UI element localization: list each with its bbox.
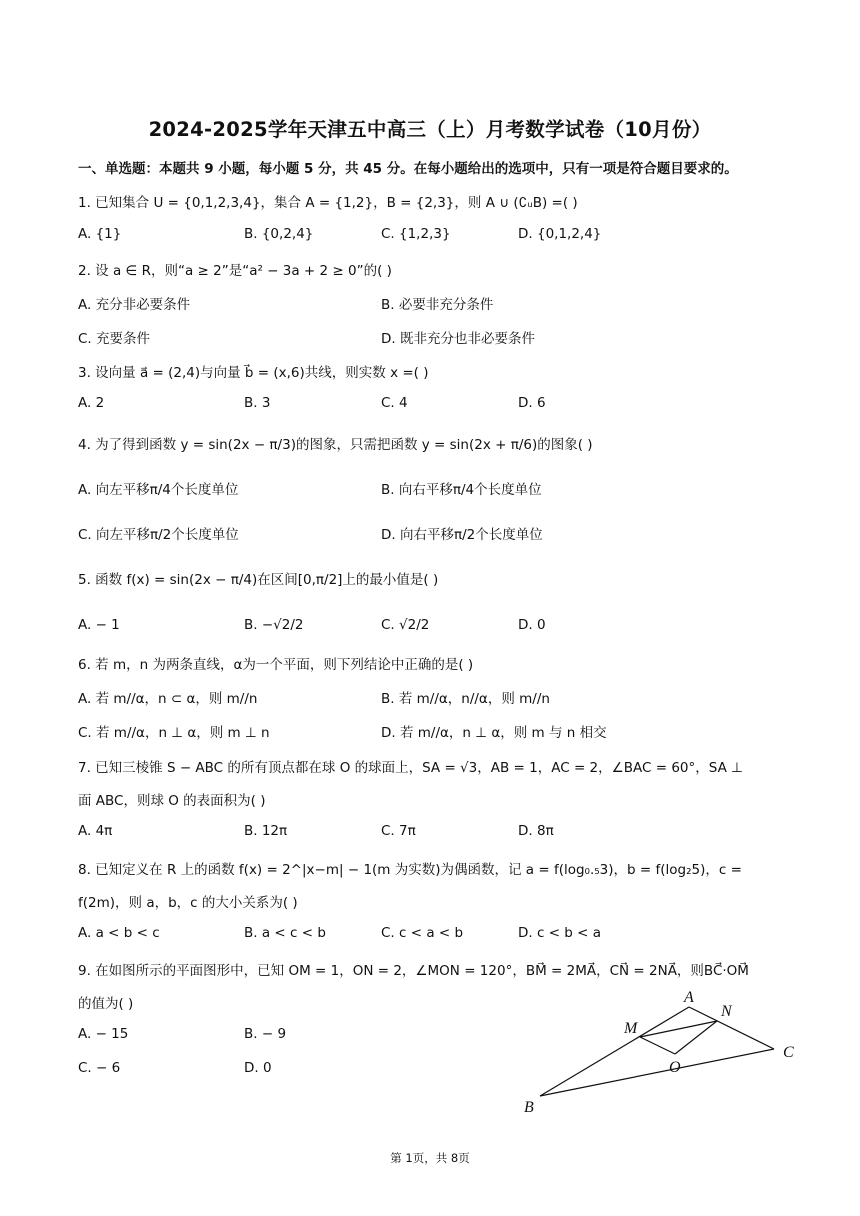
q2-option-d: D. 既非充分也非必要条件 xyxy=(381,331,535,347)
q5-option-d: D. 0 xyxy=(518,617,546,633)
question-4-stem: 4. 为了得到函数 y = sin(2x − π/3)的图象，只需把函数 y = sin(2x + π/6)的图象( ) xyxy=(78,437,593,453)
question-8-stem-cont: f(2m)，则 a，b，c 的大小关系为( ) xyxy=(78,895,298,911)
label-C: C xyxy=(783,1044,794,1061)
line-MO xyxy=(640,1037,675,1054)
question-7-stem: 7. 已知三棱锥 S − ABC 的所有顶点都在球 O 的球面上，SA = √3，AB = 1，AC = 2，∠BAC = 60°，SA ⊥ xyxy=(78,760,743,776)
q4-option-a: A. 向左平移π/4个长度单位 xyxy=(78,482,239,498)
q1-option-d: D. {0,1,2,4} xyxy=(518,226,602,242)
question-5-stem: 5. 函数 f(x) = sin(2x − π/4)在区间[0,π/2]上的最小值是( ) xyxy=(78,572,439,588)
page-footer: 第 1页，共 8页 xyxy=(390,1151,470,1165)
q6-option-d: D. 若 m//α，n ⊥ α，则 m 与 n 相交 xyxy=(381,725,607,741)
label-A: A xyxy=(684,989,694,1006)
q1-option-b: B. {0,2,4} xyxy=(244,226,314,242)
line-BC xyxy=(540,1049,774,1096)
q7-option-c: C. 7π xyxy=(381,823,416,839)
q4-option-c: C. 向左平移π/2个长度单位 xyxy=(78,527,239,543)
q6-option-b: B. 若 m//α，n//α，则 m//n xyxy=(381,691,550,707)
page-title: 2024-2025学年天津五中高三（上）月考数学试卷（10月份） xyxy=(148,118,712,141)
label-N: N xyxy=(721,1003,732,1020)
section-heading: 一、单选题：本题共 9 小题，每小题 5 分，共 45 分。在每小题给出的选项中，只有一项是符合题目要求的。 xyxy=(78,161,738,177)
q2-option-b: B. 必要非充分条件 xyxy=(381,297,494,313)
question-1-stem: 1. 已知集合 U = {0,1,2,3,4}，集合 A = {1,2}，B = {2,3}，则 A ∪ (∁ᵤB) =( ) xyxy=(78,195,578,211)
q5-option-a: A. − 1 xyxy=(78,617,120,633)
q4-option-b: B. 向右平移π/4个长度单位 xyxy=(381,482,542,498)
question-3-stem: 3. 设向量 a⃗ = (2,4)与向量 b⃗ = (x,6)共线，则实数 x =( ) xyxy=(78,365,429,381)
q8-option-c: C. c < a < b xyxy=(381,925,464,941)
q2-option-a: A. 充分非必要条件 xyxy=(78,297,191,313)
q9-option-c: C. − 6 xyxy=(78,1060,121,1076)
question-7-stem-cont: 面 ABC，则球 O 的表面积为( ) xyxy=(78,793,266,809)
q1-option-a: A. {1} xyxy=(78,226,122,242)
q4-option-d: D. 向右平移π/2个长度单位 xyxy=(381,527,543,543)
q3-option-c: C. 4 xyxy=(381,395,408,411)
question-9-stem: 9. 在如图所示的平面图形中，已知 OM = 1，ON = 2，∠MON = 120°，BM⃗ = 2MA⃗，CN⃗ = 2NA⃗，则BC⃗·OM⃗ xyxy=(78,963,749,979)
question-8-stem: 8. 已知定义在 R 上的函数 f(x) = 2^|x−m| − 1(m 为实数)为偶函数，记 a = f(log₀.₅3)，b = f(log₂5)，c = xyxy=(78,862,742,878)
q1-option-c: C. {1,2,3} xyxy=(381,226,451,242)
label-B: B xyxy=(524,1099,534,1116)
question-9-stem-cont: 的值为( ) xyxy=(78,996,134,1012)
q5-option-c: C. √2/2 xyxy=(381,617,430,633)
q2-option-c: C. 充要条件 xyxy=(78,331,151,347)
question-6-stem: 6. 若 m，n 为两条直线，α为一个平面，则下列结论中正确的是( ) xyxy=(78,657,474,673)
label-M: M xyxy=(624,1020,638,1037)
q3-option-d: D. 6 xyxy=(518,395,546,411)
q5-option-b: B. −√2/2 xyxy=(244,617,304,633)
label-O: O xyxy=(669,1059,681,1076)
q7-option-d: D. 8π xyxy=(518,823,554,839)
q3-option-b: B. 3 xyxy=(244,395,271,411)
q9-option-d: D. 0 xyxy=(244,1060,272,1076)
q9-option-a: A. − 15 xyxy=(78,1026,129,1042)
line-BA xyxy=(540,1007,689,1096)
q8-option-b: B. a < c < b xyxy=(244,925,326,941)
q7-option-a: A. 4π xyxy=(78,823,113,839)
geometry-figure xyxy=(510,980,810,1120)
q6-option-c: C. 若 m//α，n ⊥ α，则 m ⊥ n xyxy=(78,725,270,741)
q3-option-a: A. 2 xyxy=(78,395,105,411)
q7-option-b: B. 12π xyxy=(244,823,288,839)
q8-option-a: A. a < b < c xyxy=(78,925,160,941)
q8-option-d: D. c < b < a xyxy=(518,925,602,941)
q9-option-b: B. − 9 xyxy=(244,1026,287,1042)
question-2-stem: 2. 设 a ∈ R，则“a ≥ 2”是“a² − 3a + 2 ≥ 0”的( ) xyxy=(78,263,392,279)
q6-option-a: A. 若 m//α，n ⊂ α，则 m//n xyxy=(78,691,258,707)
